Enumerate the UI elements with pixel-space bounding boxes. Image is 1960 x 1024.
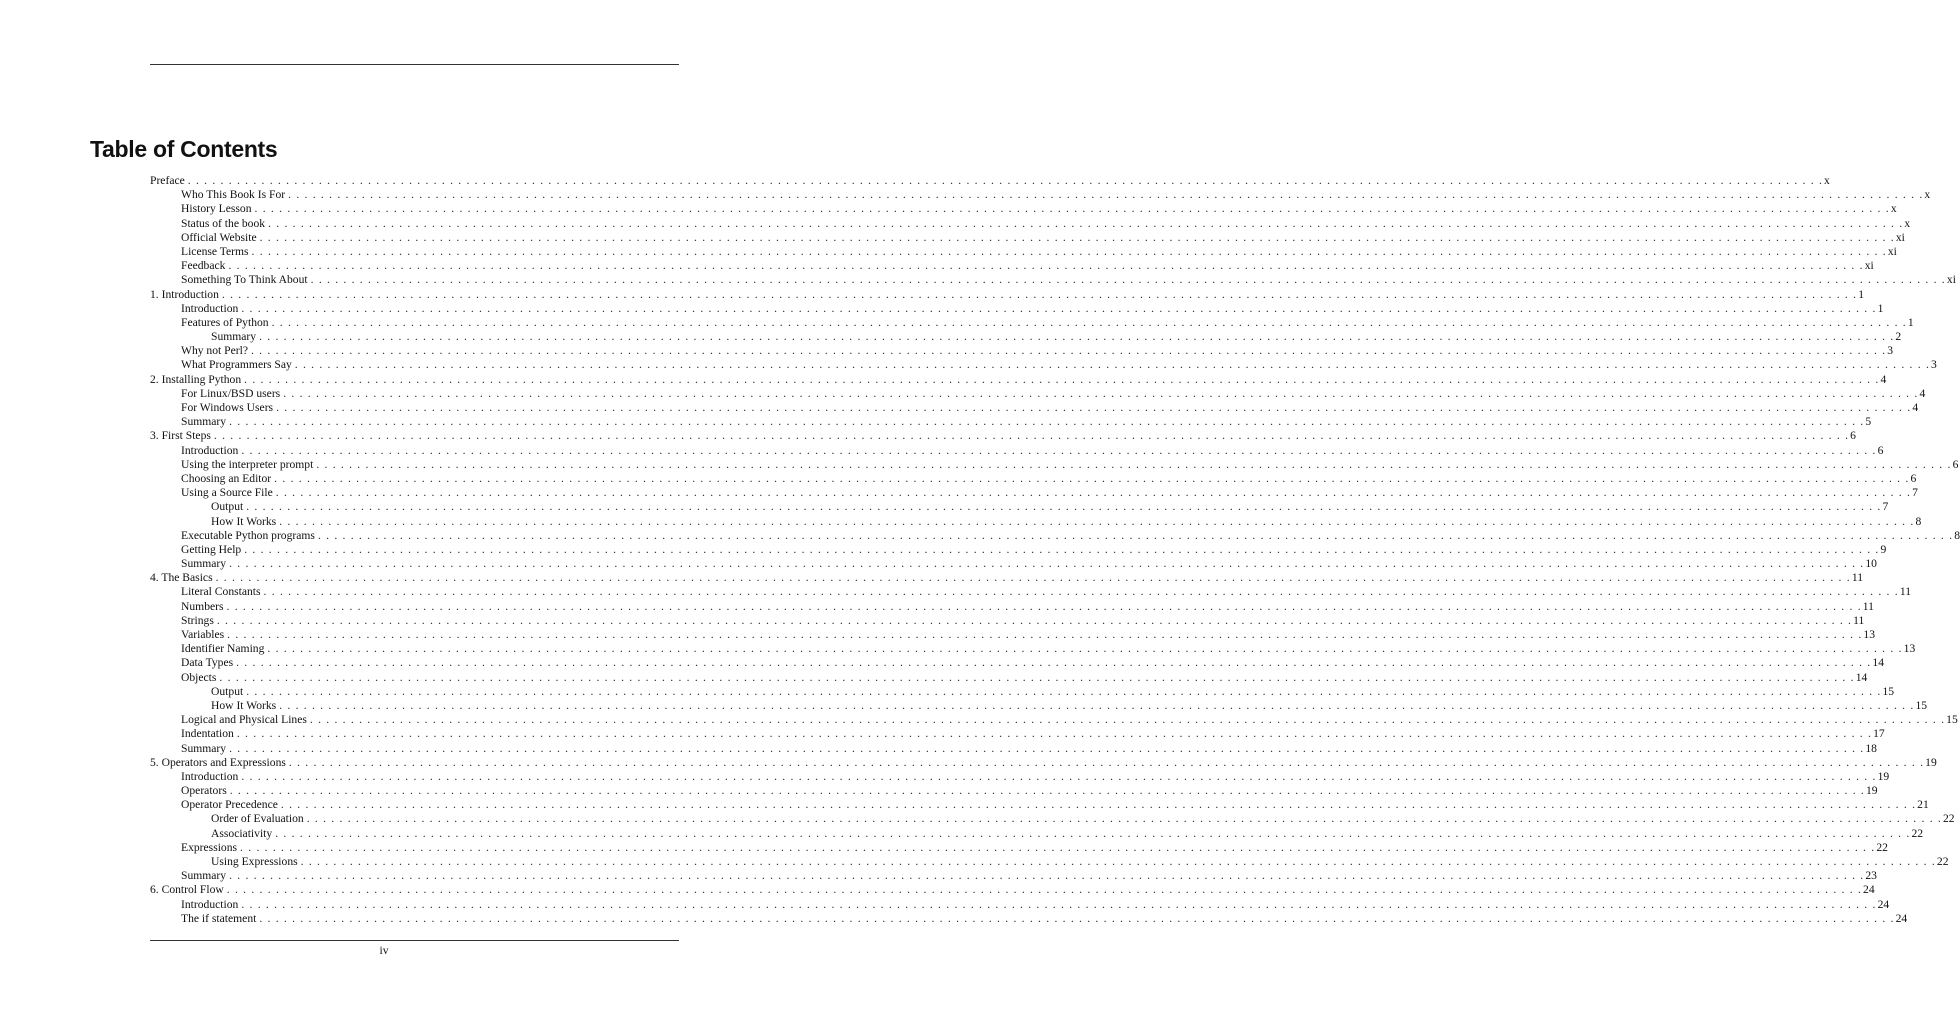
toc-entry-title: Summary: [181, 415, 227, 429]
dot-leader: . . . . . . . . . . . . . . . . . . . . . . . . . . . . . . . . . . . . . . . . . . . . . . . . . . . . . . . . . . . . . . . . . . . . . . . . . . . . . . . . . . . . . . . . . . . . . . . . . . . . . . . . . . . . . . . . . . . . . . . . . . . . . . . . . . . . . . . . . . . . . . . . . . . . . . . . . . . . . . . . . . . . . . . . . . . . . . . . . . . . . . . . . . . . . . . . . . . . . . . .: [317, 528, 1954, 542]
dot-leader: . . . . . . . . . . . . . . . . . . . . . . . . . . . . . . . . . . . . . . . . . . . . . . . . . . . . . . . . . . . . . . . . . . . . . . . . . . . . . . . . . . . . . . . . . . . . . . . . . . . . . . . . . . . . . . . . . . . . . . . . . . . . . . . . . . . . . . . . . . . . . . . . . . . . . . . . . . . . . . . . . . . . . . . . . . . . . . . . . . . . . . . . . . . . . . . . . . . . . . . .: [227, 628, 1863, 641]
toc-entry-title: Summary: [211, 330, 257, 344]
toc-entry-page: 6: [1877, 443, 1884, 457]
toc-entry-title: 5. Operators and Expressions: [150, 755, 286, 769]
toc-entry-title: Introduction: [181, 301, 239, 315]
toc-entry-page: 23: [1865, 869, 1877, 883]
toc-entry-title: What Programmers Say: [181, 358, 292, 372]
dot-leader: . . . . . . . . . . . . . . . . . . . . . . . . . . . . . . . . . . . . . . . . . . . . . . . . . . . . . . . . . . . . . . . . . . . . . . . . . . . . . . . . . . . . . . . . . . . . . . . . . . . . . . . . . . . . . . . . . . . . . . . . . . . . . . . . . . . . . . . . . . . . . . . . . . . . . . . . . . . . . . . . . . . . . . . . . . . . . . . . . . . . . . . . . . . . . . . . . . . . . . . .: [300, 855, 1936, 868]
toc-entry-page: 4: [1880, 372, 1887, 386]
toc-entry-title: Why not Perl?: [181, 344, 248, 358]
toc-entry-page: 19: [1925, 755, 1937, 769]
dot-leader: . . . . . . . . . . . . . . . . . . . . . . . . . . . . . . . . . . . . . . . . . . . . . . . . . . . . . . . . . . . . . . . . . . . . . . . . . . . . . . . . . . . . . . . . . . . . . . . . . . . . . . . . . . . . . . . . . . . . . . . . . . . . . . . . . . . . . . . . . . . . . . . . . . . . . . . . . . . . . . . . . . . . . . . . . . . . . . . . . . . . . . . . . . . . . . . . . . . . . . . .: [251, 244, 1887, 258]
toc-entry[interactable]: [150, 429, 1856, 443]
dot-leader: . . . . . . . . . . . . . . . . . . . . . . . . . . . . . . . . . . . . . . . . . . . . . . . . . . . . . . . . . . . . . . . . . . . . . . . . . . . . . . . . . . . . . . . . . . . . . . . . . . . . . . . . . . . . . . . . . . . . . . . . . . . . . . . . . . . . . . . . . . . . . . . . . . . . . . . . . . . . . . . . . . . . . . . . . . . . . . . . . . . . . . . . . . . . . . . . . . . . . . . .: [241, 301, 1877, 315]
toc-entry-page: xi: [1895, 230, 1905, 244]
toc-entry-title: Summary: [181, 869, 227, 883]
toc-entry-page: 5: [1865, 415, 1872, 429]
toc-entry-title: Order of Evaluation: [211, 812, 304, 826]
header-rule: [150, 64, 679, 65]
toc-entry-title: For Windows Users: [181, 401, 274, 414]
toc-entry-title: Objects: [181, 670, 217, 684]
dot-leader: . . . . . . . . . . . . . . . . . . . . . . . . . . . . . . . . . . . . . . . . . . . . . . . . . . . . . . . . . . . . . . . . . . . . . . . . . . . . . . . . . . . . . . . . . . . . . . . . . . . . . . . . . . . . . . . . . . . . . . . . . . . . . . . . . . . . . . . . . . . . . . . . . . . . . . . . . . . . . . . . . . . . . . . . . . . . . . . . . . . . . . . . . . . . . . . . . . . . . . . .: [250, 344, 1887, 358]
toc-entry-page: 15: [1915, 698, 1928, 712]
toc-entry[interactable]: [150, 528, 1960, 543]
toc-entry[interactable]: [150, 826, 1924, 841]
toc-entry[interactable]: [150, 401, 1919, 415]
dot-leader: . . . . . . . . . . . . . . . . . . . . . . . . . . . . . . . . . . . . . . . . . . . . . . . . . . . . . . . . . . . . . . . . . . . . . . . . . . . . . . . . . . . . . . . . . . . . . . . . . . . . . . . . . . . . . . . . . . . . . . . . . . . . . . . . . . . . . . . . . . . . . . . . . . . . . . . . . . . . . . . . . . . . . . . . . . . . . . . . . . . . . . . . . . . . . . . . . . . . . . . .: [268, 216, 1904, 230]
dot-leader: . . . . . . . . . . . . . . . . . . . . . . . . . . . . . . . . . . . . . . . . . . . . . . . . . . . . . . . . . . . . . . . . . . . . . . . . . . . . . . . . . . . . . . . . . . . . . . . . . . . . . . . . . . . . . . . . . . . . . . . . . . . . . . . . . . . . . . . . . . . . . . . . . . . . . . . . . . . . . . . . . . . . . . . . . . . . . . . . . . . . . . . . . . . . . . . . . . . . . . . .: [259, 911, 1895, 925]
dot-leader: . . . . . . . . . . . . . . . . . . . . . . . . . . . . . . . . . . . . . . . . . . . . . . . . . . . . . . . . . . . . . . . . . . . . . . . . . . . . . . . . . . . . . . . . . . . . . . . . . . . . . . . . . . . . . . . . . . . . . . . . . . . . . . . . . . . . . . . . . . . . . . . . . . . . . . . . . . . . . . . . . . . . . . . . . . . . . . . . . . . . . . . . . . . . . . . . . . . . . . . .: [226, 599, 1862, 613]
toc-entry-title: Identifier Naming: [181, 642, 265, 656]
toc-entry[interactable]: [150, 514, 1922, 529]
toc-entry-page: 24: [1863, 883, 1875, 897]
toc-entry[interactable]: [150, 642, 1916, 656]
toc-entry[interactable]: [150, 443, 1884, 458]
dot-leader: . . . . . . . . . . . . . . . . . . . . . . . . . . . . . . . . . . . . . . . . . . . . . . . . . . . . . . . . . . . . . . . . . . . . . . . . . . . . . . . . . . . . . . . . . . . . . . . . . . . . . . . . . . . . . . . . . . . . . . . . . . . . . . . . . . . . . . . . . . . . . . . . . . . . . . . . . . . . . . . . . . . . . . . . . . . . . . . . . . . . . . . . . . . . . . . . . . . . . . . .: [241, 443, 1877, 457]
toc-entry-title: Operator Precedence: [181, 798, 278, 812]
toc-entry-title: Something To Think About: [181, 273, 308, 287]
toc-entry[interactable]: [150, 883, 1875, 897]
toc-entry-page: 4: [1919, 386, 1926, 400]
toc-entry-title: History Lesson: [181, 202, 252, 216]
toc-entry-title: 1. Introduction: [150, 287, 219, 301]
toc-entry-page: 10: [1865, 557, 1877, 571]
toc-entry[interactable]: [150, 656, 1884, 670]
toc-entry[interactable]: [150, 599, 1874, 614]
toc-entry[interactable]: [150, 386, 1926, 401]
dot-leader: . . . . . . . . . . . . . . . . . . . . . . . . . . . . . . . . . . . . . . . . . . . . . . . . . . . . . . . . . . . . . . . . . . . . . . . . . . . . . . . . . . . . . . . . . . . . . . . . . . . . . . . . . . . . . . . . . . . . . . . . . . . . . . . . . . . . . . . . . . . . . . . . . . . . . . . . . . . . . . . . . . . . . . . . . . . . . . . . . . . . . . . . . . . . . . . . . . . . . . . .: [275, 826, 1911, 840]
toc-entry-title: 6. Control Flow: [150, 883, 224, 897]
toc-entry-page: 11: [1862, 599, 1874, 613]
dot-leader: . . . . . . . . . . . . . . . . . . . . . . . . . . . . . . . . . . . . . . . . . . . . . . . . . . . . . . . . . . . . . . . . . . . . . . . . . . . . . . . . . . . . . . . . . . . . . . . . . . . . . . . . . . . . . . . . . . . . . . . . . . . . . . . . . . . . . . . . . . . . . . . . . . . . . . . . . . . . . . . . . . . . . . . . . . . . . . . . . . . . . . . . . . . . . . . . . . . . . . . .: [241, 769, 1877, 783]
dot-leader: . . . . . . . . . . . . . . . . . . . . . . . . . . . . . . . . . . . . . . . . . . . . . . . . . . . . . . . . . . . . . . . . . . . . . . . . . . . . . . . . . . . . . . . . . . . . . . . . . . . . . . . . . . . . . . . . . . . . . . . . . . . . . . . . . . . . . . . . . . . . . . . . . . . . . . . . . . . . . . . . . . . . . . . . . . . . . . . . . . . . . . . . . . . . . . . . . . . . . . . .: [219, 670, 1855, 684]
toc-entry[interactable]: [150, 471, 1917, 486]
dot-leader: . . . . . . . . . . . . . . . . . . . . . . . . . . . . . . . . . . . . . . . . . . . . . . . . . . . . . . . . . . . . . . . . . . . . . . . . . . . . . . . . . . . . . . . . . . . . . . . . . . . . . . . . . . . . . . . . . . . . . . . . . . . . . . . . . . . . . . . . . . . . . . . . . . . . . . . . . . . . . . . . . . . . . . . . . . . . . . . . . . . . . . . . . . . . . . . . . . . . . . . .: [244, 372, 1880, 386]
toc-entry-page: xi: [1887, 244, 1897, 258]
toc-entry-title: How It Works: [211, 514, 277, 528]
table-of-contents: [150, 174, 1960, 926]
toc-entry[interactable]: [150, 273, 1956, 287]
toc-entry[interactable]: [150, 855, 1949, 869]
toc-entry-page: 11: [1853, 613, 1865, 627]
footer-rule: [150, 940, 679, 941]
toc-entry-page: 11: [1851, 571, 1864, 585]
dot-leader: . . . . . . . . . . . . . . . . . . . . . . . . . . . . . . . . . . . . . . . . . . . . . . . . . . . . . . . . . . . . . . . . . . . . . . . . . . . . . . . . . . . . . . . . . . . . . . . . . . . . . . . . . . . . . . . . . . . . . . . . . . . . . . . . . . . . . . . . . . . . . . . . . . . . . . . . . . . . . . . . . . . . . . . . . . . . . . . . . . . . . . . . . . . . . . . . . . . . . . . .: [246, 684, 1882, 698]
dot-leader: . . . . . . . . . . . . . . . . . . . . . . . . . . . . . . . . . . . . . . . . . . . . . . . . . . . . . . . . . . . . . . . . . . . . . . . . . . . . . . . . . . . . . . . . . . . . . . . . . . . . . . . . . . . . . . . . . . . . . . . . . . . . . . . . . . . . . . . . . . . . . . . . . . . . . . . . . . . . . . . . . . . . . . . . . . . . . . . . . . . . . . . . . . . . . . . . . . . . . . . .: [309, 713, 1946, 727]
toc-entry-title: 2. Installing Python: [150, 372, 242, 386]
dot-leader: . . . . . . . . . . . . . . . . . . . . . . . . . . . . . . . . . . . . . . . . . . . . . . . . . . . . . . . . . . . . . . . . . . . . . . . . . . . . . . . . . . . . . . . . . . . . . . . . . . . . . . . . . . . . . . . . . . . . . . . . . . . . . . . . . . . . . . . . . . . . . . . . . . . . . . . . . . . . . . . . . . . . . . . . . . . . . . . . . . . . . . . . . . . . . . . . . . . . . . . .: [229, 741, 1865, 755]
toc-entry-title: Using Expressions: [211, 855, 298, 868]
dot-leader: . . . . . . . . . . . . . . . . . . . . . . . . . . . . . . . . . . . . . . . . . . . . . . . . . . . . . . . . . . . . . . . . . . . . . . . . . . . . . . . . . . . . . . . . . . . . . . . . . . . . . . . . . . . . . . . . . . . . . . . . . . . . . . . . . . . . . . . . . . . . . . . . . . . . . . . . . . . . . . . . . . . . . . . . . . . . . . . . . . . . . . . . . . . . . . . . . . . . . . . .: [187, 174, 1824, 187]
toc-entry[interactable]: [150, 713, 1958, 727]
toc-entry-page: 6: [1850, 429, 1856, 443]
toc-entry-page: 2: [1895, 330, 1902, 344]
toc-entry-page: 1: [1877, 301, 1884, 315]
dot-leader: . . . . . . . . . . . . . . . . . . . . . . . . . . . . . . . . . . . . . . . . . . . . . . . . . . . . . . . . . . . . . . . . . . . . . . . . . . . . . . . . . . . . . . . . . . . . . . . . . . . . . . . . . . . . . . . . . . . . . . . . . . . . . . . . . . . . . . . . . . . . . . . . . . . . . . . . . . . . . . . . . . . . . . . . . . . . . . . . . . . . . . . . . . . . . . . . . . . . . . . .: [279, 514, 1915, 528]
toc-entry-page: 6: [1952, 457, 1959, 471]
toc-entry[interactable]: [150, 202, 1897, 216]
dot-leader: . . . . . . . . . . . . . . . . . . . . . . . . . . . . . . . . . . . . . . . . . . . . . . . . . . . . . . . . . . . . . . . . . . . . . . . . . . . . . . . . . . . . . . . . . . . . . . . . . . . . . . . . . . . . . . . . . . . . . . . . . . . . . . . . . . . . . . . . . . . . . . . . . . . . . . . . . . . . . . . . . . . . . . . . . . . . . . . . . . . . . . . . . . . . . . . . . . . . . . . .: [275, 486, 1912, 500]
toc-entry[interactable]: [150, 230, 1905, 245]
toc-entry-page: 6: [1910, 471, 1917, 485]
toc-entry-title: The if statement: [181, 911, 257, 925]
toc-entry[interactable]: [150, 784, 1878, 798]
dot-leader: . . . . . . . . . . . . . . . . . . . . . . . . . . . . . . . . . . . . . . . . . . . . . . . . . . . . . . . . . . . . . . . . . . . . . . . . . . . . . . . . . . . . . . . . . . . . . . . . . . . . . . . . . . . . . . . . . . . . . . . . . . . . . . . . . . . . . . . . . . . . . . . . . . . . . . . . . . . . . . . . . . . . . . . . . . . . . . . . . . . . . . . . . . . . . . . . . . . . . . . .: [228, 259, 1864, 273]
dot-leader: . . . . . . . . . . . . . . . . . . . . . . . . . . . . . . . . . . . . . . . . . . . . . . . . . . . . . . . . . . . . . . . . . . . . . . . . . . . . . . . . . . . . . . . . . . . . . . . . . . . . . . . . . . . . . . . . . . . . . . . . . . . . . . . . . . . . . . . . . . . . . . . . . . . . . . . . . . . . . . . . . . . . . . . . . . . . . . . . . . . . . . . . . . . . . . . . . . . . . . . .: [229, 557, 1865, 571]
toc-entry-title: Logical and Physical Lines: [181, 713, 307, 727]
dot-leader: . . . . . . . . . . . . . . . . . . . . . . . . . . . . . . . . . . . . . . . . . . . . . . . . . . . . . . . . . . . . . . . . . . . . . . . . . . . . . . . . . . . . . . . . . . . . . . . . . . . . . . . . . . . . . . . . . . . . . . . . . . . . . . . . . . . . . . . . . . . . . . . . . . . . . . . . . . . . . . . . . . . . . . . . . . . . . . . . . . . . . . . . . . . . . . . . . . . . . . . .: [240, 840, 1876, 854]
toc-entry-title: Variables: [181, 628, 225, 641]
dot-leader: . . . . . . . . . . . . . . . . . . . . . . . . . . . . . . . . . . . . . . . . . . . . . . . . . . . . . . . . . . . . . . . . . . . . . . . . . . . . . . . . . . . . . . . . . . . . . . . . . . . . . . . . . . . . . . . . . . . . . . . . . . . . . . . . . . . . . . . . . . . . . . . . . . . . . . . . . . . . . . . . . . . . . . . . . . . . . . . . . . . . . . . . . . . . . . . . . . . . . . . .: [274, 471, 1910, 485]
toc-entry[interactable]: [150, 287, 1864, 302]
dot-leader: . . . . . . . . . . . . . . . . . . . . . . . . . . . . . . . . . . . . . . . . . . . . . . . . . . . . . . . . . . . . . . . . . . . . . . . . . . . . . . . . . . . . . . . . . . . . . . . . . . . . . . . . . . . . . . . . . . . . . . . . . . . . . . . . . . . . . . . . . . . . . . . . . . . . . . . . . . . . . . . . . . . . . . . . . . . . . . . . . . . . . . . . . . . . . . . . . . . . . . . .: [259, 330, 1895, 344]
dot-leader: . . . . . . . . . . . . . . . . . . . . . . . . . . . . . . . . . . . . . . . . . . . . . . . . . . . . . . . . . . . . . . . . . . . . . . . . . . . . . . . . . . . . . . . . . . . . . . . . . . . . . . . . . . . . . . . . . . . . . . . . . . . . . . . . . . . . . . . . . . . . . . . . . . . . . . . . . . . . . . . . . . . . . . . . . . . . . . . . . . . . . . . . . . . . . . . . . . . . . . . .: [279, 698, 1915, 712]
dot-leader: . . . . . . . . . . . . . . . . . . . . . . . . . . . . . . . . . . . . . . . . . . . . . . . . . . . . . . . . . . . . . . . . . . . . . . . . . . . . . . . . . . . . . . . . . . . . . . . . . . . . . . . . . . . . . . . . . . . . . . . . . . . . . . . . . . . . . . . . . . . . . . . . . . . . . . . . . . . . . . . . . . . . . . . . . . . . . . . . . . . . . . . . . . . . . . . . . . . . . . . .: [246, 500, 1882, 514]
toc-entry-page: 1: [1907, 315, 1914, 329]
toc-entry-page: 21: [1917, 798, 1929, 812]
dot-leader: . . . . . . . . . . . . . . . . . . . . . . . . . . . . . . . . . . . . . . . . . . . . . . . . . . . . . . . . . . . . . . . . . . . . . . . . . . . . . . . . . . . . . . . . . . . . . . . . . . . . . . . . . . . . . . . . . . . . . . . . . . . . . . . . . . . . . . . . . . . . . . . . . . . . . . . . . . . . . . . . . . . . . . . . . . . . . . . . . . . . . . . . . . . . . . . . . . . . . . . .: [216, 613, 1853, 627]
toc-entry[interactable]: [150, 330, 1902, 344]
toc-entry[interactable]: [150, 301, 1884, 316]
toc-entry[interactable]: [150, 670, 1868, 685]
toc-entry[interactable]: [150, 372, 1887, 387]
toc-entry[interactable]: [150, 812, 1955, 826]
toc-entry-title: Preface: [150, 174, 185, 187]
toc-entry[interactable]: [150, 911, 1908, 926]
toc-entry-page: 22: [1876, 840, 1888, 854]
toc-entry-page: 7: [1912, 486, 1918, 500]
toc-entry-page: 13: [1903, 642, 1916, 656]
page-number: iv: [379, 944, 389, 957]
toc-entry-page: 1: [1858, 287, 1864, 301]
toc-entry[interactable]: [150, 769, 1890, 784]
toc-entry-title: 3. First Steps: [150, 429, 211, 443]
toc-entry-title: Feedback: [181, 259, 226, 273]
toc-entry-page: 14: [1872, 656, 1884, 670]
toc-entry-title: Data Types: [181, 656, 234, 670]
dot-leader: . . . . . . . . . . . . . . . . . . . . . . . . . . . . . . . . . . . . . . . . . . . . . . . . . . . . . . . . . . . . . . . . . . . . . . . . . . . . . . . . . . . . . . . . . . . . . . . . . . . . . . . . . . . . . . . . . . . . . . . . . . . . . . . . . . . . . . . . . . . . . . . . . . . . . . . . . . . . . . . . . . . . . . . . . . . . . . . . . . . . . . . . . . . . . . . . . . . . . . . .: [271, 315, 1907, 329]
toc-entry-page: xi: [1864, 259, 1874, 273]
toc-entry[interactable]: [150, 869, 1877, 883]
toc-entry[interactable]: [150, 415, 1872, 429]
dot-leader: . . . . . . . . . . . . . . . . . . . . . . . . . . . . . . . . . . . . . . . . . . . . . . . . . . . . . . . . . . . . . . . . . . . . . . . . . . . . . . . . . . . . . . . . . . . . . . . . . . . . . . . . . . . . . . . . . . . . . . . . . . . . . . . . . . . . . . . . . . . . . . . . . . . . . . . . . . . . . . . . . . . . . . . . . . . . . . . . . . . . . . . . . . . . . . . . . . . . . . . .: [236, 656, 1872, 670]
toc-entry-title: Using the interpreter prompt: [181, 457, 314, 471]
toc-entry-page: 8: [1915, 514, 1922, 528]
toc-entry-page: xi: [1946, 273, 1956, 287]
toc-entry[interactable]: [150, 557, 1877, 571]
toc-entry-page: 3: [1931, 358, 1937, 372]
toc-entry-page: 19: [1866, 784, 1878, 798]
toc-entry-title: Using a Source File: [181, 486, 273, 500]
toc-entry-title: Official Website: [181, 230, 257, 244]
toc-entry-title: Summary: [181, 741, 227, 755]
dot-leader: . . . . . . . . . . . . . . . . . . . . . . . . . . . . . . . . . . . . . . . . . . . . . . . . . . . . . . . . . . . . . . . . . . . . . . . . . . . . . . . . . . . . . . . . . . . . . . . . . . . . . . . . . . . . . . . . . . . . . . . . . . . . . . . . . . . . . . . . . . . . . . . . . . . . . . . . . . . . . . . . . . . . . . . . . . . . . . . . . . . . . . . . . . . . . . . . . . . . . . . .: [276, 401, 1912, 414]
dot-leader: . . . . . . . . . . . . . . . . . . . . . . . . . . . . . . . . . . . . . . . . . . . . . . . . . . . . . . . . . . . . . . . . . . . . . . . . . . . . . . . . . . . . . . . . . . . . . . . . . . . . . . . . . . . . . . . . . . . . . . . . . . . . . . . . . . . . . . . . . . . . . . . . . . . . . . . . . . . . . . . . . . . . . . . . . . . . . . . . . . . . . . . . . . . . . . . . . . . . . . . .: [306, 812, 1942, 826]
dot-leader: . . . . . . . . . . . . . . . . . . . . . . . . . . . . . . . . . . . . . . . . . . . . . . . . . . . . . . . . . . . . . . . . . . . . . . . . . . . . . . . . . . . . . . . . . . . . . . . . . . . . . . . . . . . . . . . . . . . . . . . . . . . . . . . . . . . . . . . . . . . . . . . . . . . . . . . . . . . . . . . . . . . . . . . . . . . . . . . . . . . . . . . . . . . . . . . . . . . . . . . .: [229, 869, 1865, 883]
dot-leader: . . . . . . . . . . . . . . . . . . . . . . . . . . . . . . . . . . . . . . . . . . . . . . . . . . . . . . . . . . . . . . . . . . . . . . . . . . . . . . . . . . . . . . . . . . . . . . . . . . . . . . . . . . . . . . . . . . . . . . . . . . . . . . . . . . . . . . . . . . . . . . . . . . . . . . . . . . . . . . . . . . . . . . . . . . . . . . . . . . . . . . . . . . . . . . . . . . . . . . . .: [244, 542, 1880, 556]
toc-entry-title: Introduction: [181, 769, 239, 783]
toc-entry[interactable]: [150, 457, 1959, 472]
toc-entry[interactable]: [150, 727, 1885, 741]
toc-entry-title: Numbers: [181, 599, 224, 613]
dot-leader: . . . . . . . . . . . . . . . . . . . . . . . . . . . . . . . . . . . . . . . . . . . . . . . . . . . . . . . . . . . . . . . . . . . . . . . . . . . . . . . . . . . . . . . . . . . . . . . . . . . . . . . . . . . . . . . . . . . . . . . . . . . . . . . . . . . . . . . . . . . . . . . . . . . . . . . . . . . . . . . . . . . . . . . . . . . . . . . . . . . . . . . . . . . . . . . . . . . . . . . .: [267, 642, 1903, 656]
toc-entry-title: For Linux/BSD users: [181, 386, 281, 400]
toc-entry-page: 22: [1911, 826, 1924, 840]
toc-entry-page: 17: [1873, 727, 1885, 741]
toc-entry-page: 15: [1946, 713, 1958, 727]
toc-entry-page: 19: [1877, 769, 1890, 783]
toc-entry[interactable]: [150, 542, 1887, 557]
toc-entry-title: Summary: [181, 557, 227, 571]
toc-entry-title: How It Works: [211, 698, 277, 712]
toc-entry-title: Associativity: [211, 826, 273, 840]
page-title: Table of Contents: [90, 136, 278, 162]
toc-entry[interactable]: [150, 897, 1890, 912]
dot-leader: . . . . . . . . . . . . . . . . . . . . . . . . . . . . . . . . . . . . . . . . . . . . . . . . . . . . . . . . . . . . . . . . . . . . . . . . . . . . . . . . . . . . . . . . . . . . . . . . . . . . . . . . . . . . . . . . . . . . . . . . . . . . . . . . . . . . . . . . . . . . . . . . . . . . . . . . . . . . . . . . . . . . . . . . . . . . . . . . . . . . . . . . . . . . . . . . . . . . . . . .: [215, 571, 1851, 585]
toc-entry[interactable]: [150, 358, 1937, 372]
dot-leader: . . . . . . . . . . . . . . . . . . . . . . . . . . . . . . . . . . . . . . . . . . . . . . . . . . . . . . . . . . . . . . . . . . . . . . . . . . . . . . . . . . . . . . . . . . . . . . . . . . . . . . . . . . . . . . . . . . . . . . . . . . . . . . . . . . . . . . . . . . . . . . . . . . . . . . . . . . . . . . . . . . . . . . . . . . . . . . . . . . . . . . . . . . . . . . . . . . . . . . . .: [288, 755, 1925, 769]
toc-entry-title: 4. The Basics: [150, 571, 213, 585]
toc-entry-title: Output: [211, 684, 244, 698]
toc-entry-page: 9: [1880, 542, 1887, 556]
dot-leader: . . . . . . . . . . . . . . . . . . . . . . . . . . . . . . . . . . . . . . . . . . . . . . . . . . . . . . . . . . . . . . . . . . . . . . . . . . . . . . . . . . . . . . . . . . . . . . . . . . . . . . . . . . . . . . . . . . . . . . . . . . . . . . . . . . . . . . . . . . . . . . . . . . . . . . . . . . . . . . . . . . . . . . . . . . . . . . . . . . . . . . . . . . . . . . . . . . . . . . . .: [280, 798, 1917, 812]
toc-entry-page: 4: [1912, 401, 1919, 414]
dot-leader: . . . . . . . . . . . . . . . . . . . . . . . . . . . . . . . . . . . . . . . . . . . . . . . . . . . . . . . . . . . . . . . . . . . . . . . . . . . . . . . . . . . . . . . . . . . . . . . . . . . . . . . . . . . . . . . . . . . . . . . . . . . . . . . . . . . . . . . . . . . . . . . . . . . . . . . . . . . . . . . . . . . . . . . . . . . . . . . . . . . . . . . . . . . . . . . . . . . . . . . .: [229, 415, 1865, 429]
toc-entry[interactable]: [150, 344, 1894, 358]
toc-entry-title: Operators: [181, 784, 227, 798]
toc-entry-page: x: [1924, 188, 1931, 202]
toc-entry[interactable]: [150, 684, 1895, 699]
toc-entry-title: Executable Python programs: [181, 528, 315, 542]
toc-entry-page: 24: [1877, 897, 1890, 911]
dot-leader: . . . . . . . . . . . . . . . . . . . . . . . . . . . . . . . . . . . . . . . . . . . . . . . . . . . . . . . . . . . . . . . . . . . . . . . . . . . . . . . . . . . . . . . . . . . . . . . . . . . . . . . . . . . . . . . . . . . . . . . . . . . . . . . . . . . . . . . . . . . . . . . . . . . . . . . . . . . . . . . . . . . . . . . . . . . . . . . . . . . . . . . . . . . . . . . . . . . . . . . .: [236, 727, 1873, 741]
toc-entry[interactable]: [150, 698, 1928, 713]
dot-leader: . . . . . . . . . . . . . . . . . . . . . . . . . . . . . . . . . . . . . . . . . . . . . . . . . . . . . . . . . . . . . . . . . . . . . . . . . . . . . . . . . . . . . . . . . . . . . . . . . . . . . . . . . . . . . . . . . . . . . . . . . . . . . . . . . . . . . . . . . . . . . . . . . . . . . . . . . . . . . . . . . . . . . . . . . . . . . . . . . . . . . . . . . . . . . . . . . . . . . . . .: [310, 273, 1946, 287]
toc-entry-title: Status of the book: [181, 216, 266, 230]
toc-entry-title: Who This Book Is For: [181, 188, 286, 202]
toc-entry[interactable]: [150, 755, 1937, 770]
toc-entry-title: Literal Constants: [181, 585, 261, 599]
toc-entry-page: 18: [1865, 741, 1877, 755]
dot-leader: . . . . . . . . . . . . . . . . . . . . . . . . . . . . . . . . . . . . . . . . . . . . . . . . . . . . . . . . . . . . . . . . . . . . . . . . . . . . . . . . . . . . . . . . . . . . . . . . . . . . . . . . . . . . . . . . . . . . . . . . . . . . . . . . . . . . . . . . . . . . . . . . . . . . . . . . . . . . . . . . . . . . . . . . . . . . . . . . . . . . . . . . . . . . . . . . . . . . . . . .: [316, 457, 1952, 471]
toc-entry[interactable]: [150, 571, 1864, 585]
toc-entry-page: 22: [1943, 812, 1955, 826]
toc-entry[interactable]: [150, 315, 1914, 330]
toc-entry-page: 13: [1863, 628, 1876, 641]
toc-entry[interactable]: [150, 840, 1888, 855]
toc-entry-title: Output: [211, 500, 244, 514]
toc-entry-title: Choosing an Editor: [181, 471, 272, 485]
dot-leader: . . . . . . . . . . . . . . . . . . . . . . . . . . . . . . . . . . . . . . . . . . . . . . . . . . . . . . . . . . . . . . . . . . . . . . . . . . . . . . . . . . . . . . . . . . . . . . . . . . . . . . . . . . . . . . . . . . . . . . . . . . . . . . . . . . . . . . . . . . . . . . . . . . . . . . . . . . . . . . . . . . . . . . . . . . . . . . . . . . . . . . . . . . . . . . . . . . . . . . . .: [283, 386, 1919, 400]
dot-leader: . . . . . . . . . . . . . . . . . . . . . . . . . . . . . . . . . . . . . . . . . . . . . . . . . . . . . . . . . . . . . . . . . . . . . . . . . . . . . . . . . . . . . . . . . . . . . . . . . . . . . . . . . . . . . . . . . . . . . . . . . . . . . . . . . . . . . . . . . . . . . . . . . . . . . . . . . . . . . . . . . . . . . . . . . . . . . . . . . . . . . . . . . . . . . . . . . . . . . . . .: [226, 883, 1863, 897]
toc-entry-title: Getting Help: [181, 542, 242, 556]
toc-entry-page: 14: [1855, 670, 1868, 684]
toc-entry[interactable]: [150, 628, 1876, 642]
toc-entry-title: Features of Python: [181, 315, 269, 329]
toc-entry-page: 7: [1882, 500, 1889, 514]
dot-leader: . . . . . . . . . . . . . . . . . . . . . . . . . . . . . . . . . . . . . . . . . . . . . . . . . . . . . . . . . . . . . . . . . . . . . . . . . . . . . . . . . . . . . . . . . . . . . . . . . . . . . . . . . . . . . . . . . . . . . . . . . . . . . . . . . . . . . . . . . . . . . . . . . . . . . . . . . . . . . . . . . . . . . . . . . . . . . . . . . . . . . . . . . . . . . . . . . . . . . . . .: [213, 429, 1850, 443]
toc-entry[interactable]: [150, 216, 1911, 231]
toc-entry-page: 8: [1954, 528, 1960, 542]
toc-entry-page: 11: [1899, 585, 1911, 599]
dot-leader: . . . . . . . . . . . . . . . . . . . . . . . . . . . . . . . . . . . . . . . . . . . . . . . . . . . . . . . . . . . . . . . . . . . . . . . . . . . . . . . . . . . . . . . . . . . . . . . . . . . . . . . . . . . . . . . . . . . . . . . . . . . . . . . . . . . . . . . . . . . . . . . . . . . . . . . . . . . . . . . . . . . . . . . . . . . . . . . . . . . . . . . . . . . . . . . . . . . . . . . .: [288, 188, 1924, 202]
toc-entry[interactable]: [150, 244, 1897, 259]
toc-entry[interactable]: [150, 500, 1889, 514]
dot-leader: . . . . . . . . . . . . . . . . . . . . . . . . . . . . . . . . . . . . . . . . . . . . . . . . . . . . . . . . . . . . . . . . . . . . . . . . . . . . . . . . . . . . . . . . . . . . . . . . . . . . . . . . . . . . . . . . . . . . . . . . . . . . . . . . . . . . . . . . . . . . . . . . . . . . . . . . . . . . . . . . . . . . . . . . . . . . . . . . . . . . . . . . . . . . . . . . . . . . . . . .: [241, 897, 1877, 911]
toc-entry[interactable]: [150, 174, 1830, 188]
toc-entry-title: Expressions: [181, 840, 238, 854]
dot-leader: . . . . . . . . . . . . . . . . . . . . . . . . . . . . . . . . . . . . . . . . . . . . . . . . . . . . . . . . . . . . . . . . . . . . . . . . . . . . . . . . . . . . . . . . . . . . . . . . . . . . . . . . . . . . . . . . . . . . . . . . . . . . . . . . . . . . . . . . . . . . . . . . . . . . . . . . . . . . . . . . . . . . . . . . . . . . . . . . . . . . . . . . . . . . . . . . . . . . . . . .: [254, 202, 1890, 216]
toc-entry[interactable]: [150, 798, 1929, 812]
toc-entry-title: License Terms: [181, 244, 249, 258]
toc-entry[interactable]: [150, 613, 1865, 628]
toc-entry-page: 22: [1936, 855, 1949, 868]
toc-entry-page: x: [1890, 202, 1897, 216]
toc-entry[interactable]: [150, 259, 1874, 273]
dot-leader: . . . . . . . . . . . . . . . . . . . . . . . . . . . . . . . . . . . . . . . . . . . . . . . . . . . . . . . . . . . . . . . . . . . . . . . . . . . . . . . . . . . . . . . . . . . . . . . . . . . . . . . . . . . . . . . . . . . . . . . . . . . . . . . . . . . . . . . . . . . . . . . . . . . . . . . . . . . . . . . . . . . . . . . . . . . . . . . . . . . . . . . . . . . . . . . . . . . . . . . .: [263, 585, 1899, 599]
toc-entry-page: 24: [1895, 911, 1908, 925]
toc-entry-page: x: [1824, 174, 1830, 187]
toc-entry[interactable]: [150, 188, 1931, 202]
toc-entry-title: Introduction: [181, 897, 239, 911]
toc-entry-page: x: [1904, 216, 1911, 230]
dot-leader: . . . . . . . . . . . . . . . . . . . . . . . . . . . . . . . . . . . . . . . . . . . . . . . . . . . . . . . . . . . . . . . . . . . . . . . . . . . . . . . . . . . . . . . . . . . . . . . . . . . . . . . . . . . . . . . . . . . . . . . . . . . . . . . . . . . . . . . . . . . . . . . . . . . . . . . . . . . . . . . . . . . . . . . . . . . . . . . . . . . . . . . . . . . . . . . . . . . . . . . .: [229, 784, 1865, 798]
toc-entry-page: 15: [1882, 684, 1895, 698]
dot-leader: . . . . . . . . . . . . . . . . . . . . . . . . . . . . . . . . . . . . . . . . . . . . . . . . . . . . . . . . . . . . . . . . . . . . . . . . . . . . . . . . . . . . . . . . . . . . . . . . . . . . . . . . . . . . . . . . . . . . . . . . . . . . . . . . . . . . . . . . . . . . . . . . . . . . . . . . . . . . . . . . . . . . . . . . . . . . . . . . . . . . . . . . . . . . . . . . . . . . . . . .: [259, 230, 1895, 244]
toc-entry-title: Strings: [181, 613, 214, 627]
dot-leader: . . . . . . . . . . . . . . . . . . . . . . . . . . . . . . . . . . . . . . . . . . . . . . . . . . . . . . . . . . . . . . . . . . . . . . . . . . . . . . . . . . . . . . . . . . . . . . . . . . . . . . . . . . . . . . . . . . . . . . . . . . . . . . . . . . . . . . . . . . . . . . . . . . . . . . . . . . . . . . . . . . . . . . . . . . . . . . . . . . . . . . . . . . . . . . . . . . . . . . . .: [221, 287, 1858, 301]
dot-leader: . . . . . . . . . . . . . . . . . . . . . . . . . . . . . . . . . . . . . . . . . . . . . . . . . . . . . . . . . . . . . . . . . . . . . . . . . . . . . . . . . . . . . . . . . . . . . . . . . . . . . . . . . . . . . . . . . . . . . . . . . . . . . . . . . . . . . . . . . . . . . . . . . . . . . . . . . . . . . . . . . . . . . . . . . . . . . . . . . . . . . . . . . . . . . . . . . . . . . . . .: [294, 358, 1931, 372]
toc-entry[interactable]: [150, 486, 1918, 500]
toc-entry[interactable]: [150, 741, 1877, 756]
toc-entry-title: Introduction: [181, 443, 239, 457]
toc-entry-page: 3: [1887, 344, 1894, 358]
toc-entry[interactable]: [150, 585, 1911, 599]
toc-entry-title: Indentation: [181, 727, 234, 741]
